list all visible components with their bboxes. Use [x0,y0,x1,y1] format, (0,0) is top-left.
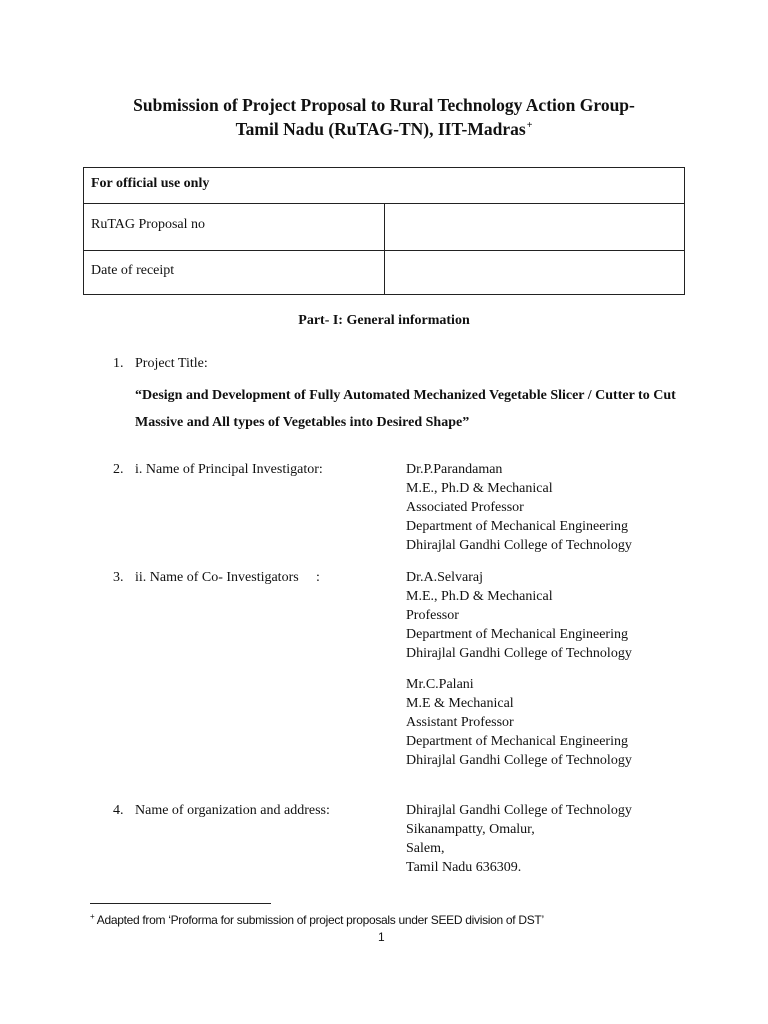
organization-label: Name of organization and address: [135,803,330,818]
document-title-line-1: Submission of Project Proposal to Rural Technology Action Group- [133,95,635,115]
part-heading: Part- I: General information [298,313,470,328]
project-title-line-2: Massive and All types of Vegetables into Desired Shape” [135,415,470,430]
pi-label: i. Name of Principal Investigator: [135,462,323,477]
footnote [90,912,544,927]
co-investigators-colon: : [316,570,320,585]
co-investigators-label: ii. Name of Co- Investigators [135,570,299,585]
pi-name: Dr.P.Parandaman [406,462,503,477]
table-column-divider [384,203,385,295]
title-line-2-text: Tamil Nadu (RuTAG-TN), IIT-Madras [235,119,526,139]
co1-college: Dhirajlal Gandhi College of Technology [406,646,632,661]
pi-designation: Associated Professor [406,500,524,515]
project-title-label: Project Title: [135,356,208,371]
org-address-line-2: Salem, [406,841,445,856]
co1-department: Department of Mechanical Engineering [406,627,628,642]
item-1-number: 1. [113,356,124,371]
co1-designation: Professor [406,608,459,623]
proposal-no-label: RuTAG Proposal no [91,217,205,232]
page-number: 1 [378,930,385,944]
title-footnote-mark: + [526,120,533,132]
project-title-line-1: “Design and Development of Fully Automated Mechanized Vegetable Slicer / Cutter to Cut [135,388,676,403]
item-2-number: 2. [113,462,124,477]
official-use-heading: For official use only [91,176,210,191]
footnote-separator [90,903,271,904]
co1-name: Dr.A.Selvaraj [406,570,483,585]
co2-college: Dhirajlal Gandhi College of Technology [406,753,632,768]
item-4-number: 4. [113,803,124,818]
pi-college: Dhirajlal Gandhi College of Technology [406,538,632,553]
co2-qualification: M.E & Mechanical [406,696,514,711]
item-3-number: 3. [113,570,124,585]
pi-department: Department of Mechanical Engineering [406,519,628,534]
org-name: Dhirajlal Gandhi College of Technology [406,803,632,818]
pi-qualification: M.E., Ph.D & Mechanical [406,481,553,496]
pi-details [406,460,632,555]
official-use-table [83,167,685,295]
co1-qualification: M.E., Ph.D & Mechanical [406,589,553,604]
co-investigator-1-details [406,568,632,663]
organization-address [406,801,632,877]
co2-name: Mr.C.Palani [406,677,474,692]
co2-department: Department of Mechanical Engineering [406,734,628,749]
document-title-line-2 [0,119,768,140]
date-of-receipt-label: Date of receipt [91,263,175,278]
footnote-mark: + [90,912,95,921]
org-address-line-3: Tamil Nadu 636309. [406,860,522,875]
footnote-text: Adapted from ‘Proforma for submission of project proposals under SEED division of DST’ [96,913,544,927]
co-investigator-2-details [406,675,632,770]
co2-designation: Assistant Professor [406,715,514,730]
org-address-line-1: Sikanampatty, Omalur, [406,822,535,837]
